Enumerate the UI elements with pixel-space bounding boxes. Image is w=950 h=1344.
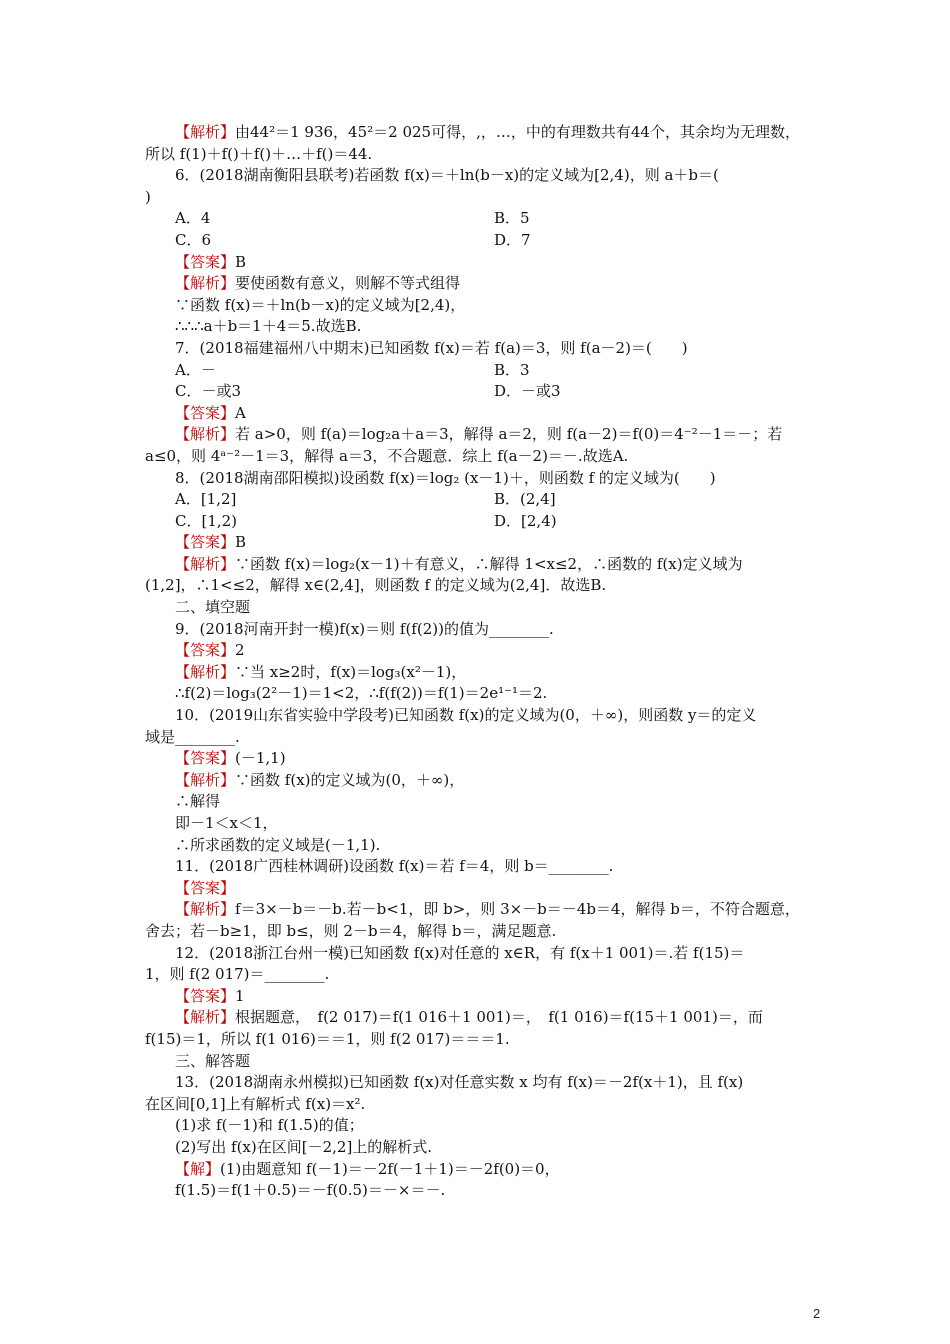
- answer-tag: 【答案】: [175, 986, 236, 1005]
- text-line: [145, 964, 813, 986]
- option-item: C．6: [175, 230, 212, 249]
- text-line: [145, 273, 813, 295]
- text-line: [145, 856, 813, 878]
- text-line: [145, 899, 813, 921]
- line-text: 在区间[0,1]上有解析式 f(x)＝x².: [145, 1094, 366, 1113]
- line-text: 二、填空题: [175, 598, 251, 617]
- text-line: [145, 705, 813, 727]
- line-text: 2: [235, 641, 245, 660]
- line-text: 11．(2018广西桂林调研)设函数 f(x)＝若 f＝4，则 b＝________.: [175, 857, 614, 876]
- analysis-tag: 【解析】: [175, 662, 236, 681]
- line-text: ∵函数 f(x)＝log₂(x－1)＋有意义，∴解得 1<x≤2，∴函数的 f(x)定义域为: [235, 554, 743, 573]
- line-text: (－1,1): [235, 749, 286, 768]
- line-text: a≤0，则 4ᵃ⁻²－1＝3，解得 a＝3，不合题意．综上 f(a－2)＝－.故选A.: [145, 446, 629, 465]
- line-text: 6．(2018湖南衡阳县联考)若函数 f(x)＝＋ln(b－x)的定义域为[2,4)，则 a＋b＝(: [175, 166, 719, 185]
- option-item: D．[2,4): [494, 511, 557, 530]
- analysis-tag: 【解析】: [175, 1008, 236, 1027]
- line-text: 7．(2018福建福州八中期末)已知函数 f(x)＝若 f(a)＝3，则 f(a－2)＝( ): [175, 338, 688, 357]
- text-line: [145, 662, 813, 684]
- option-item: B．5: [494, 209, 530, 228]
- analysis-tag: 【解析】: [175, 554, 236, 573]
- line-text: 13．(2018湖南永州模拟)已知函数 f(x)对任意实数 x 均有 f(x)＝－2f(x＋1)，且 f(x): [175, 1073, 744, 1092]
- line-text: (1,2]，∴1<≤2，解得 x∈(2,4]，则函数 f 的定义域为(2,4]．故选B.: [145, 576, 607, 595]
- line-text: ∵函数 f(x)的定义域为(0，＋∞)，: [235, 770, 465, 789]
- line-text: ∴解得: [175, 792, 221, 811]
- solution-tag: 【解】: [175, 1159, 221, 1178]
- text-line: [145, 532, 813, 554]
- line-text: 9．(2018河南开封一模)f(x)＝则 f(f(2))的值为________.: [175, 619, 554, 638]
- option-item: B．(2,4]: [494, 490, 556, 509]
- options-row: [145, 489, 813, 511]
- analysis-tag: 【解析】: [175, 274, 236, 293]
- text-line: [145, 1094, 813, 1116]
- text-line: [145, 921, 813, 943]
- text-line: [145, 1072, 813, 1094]
- line-text: 1，则 f(2 017)＝________.: [145, 965, 330, 984]
- page-number: 2: [813, 1306, 821, 1321]
- answer-tag: 【答案】: [175, 533, 236, 552]
- option-item: C．[1,2): [175, 511, 238, 530]
- line-text: ∴f(2)＝log₃(2²－1)＝1<2，∴f(f(2))＝f(1)＝2e¹⁻¹＝2.: [175, 684, 548, 703]
- text-line: [145, 770, 813, 792]
- text-line: [145, 727, 813, 749]
- option-item: D．7: [494, 230, 531, 249]
- line-text: 由44²＝1 936，45²＝2 025可得，,，…，中的有理数共有44个，其余均为无理数，: [235, 123, 800, 141]
- line-text: 所以 f(1)＋f()＋f()＋…＋f()＝44.: [145, 144, 373, 163]
- text-line: [145, 446, 813, 468]
- text-line: [145, 835, 813, 857]
- line-text: ∴所求函数的定义域是(－1,1).: [175, 835, 381, 854]
- line-text: 域是________.: [145, 727, 240, 746]
- text-line: [145, 1137, 813, 1159]
- line-text: (2)写出 f(x)在区间[－2,2]上的解析式.: [175, 1137, 433, 1156]
- line-text: ∵函数 f(x)＝＋ln(b－x)的定义域为[2,4)，: [175, 295, 466, 314]
- text-line: [145, 1159, 813, 1181]
- analysis-tag: 【解析】: [175, 425, 236, 444]
- text-line: [145, 597, 813, 619]
- line-text: 三、解答题: [175, 1051, 251, 1070]
- text-line: [145, 165, 813, 187]
- text-line: [145, 338, 813, 360]
- text-line: [145, 187, 813, 209]
- text-line: [145, 1180, 813, 1202]
- text-line: [145, 468, 813, 490]
- answer-tag: 【答案】: [175, 403, 236, 422]
- options-row: [145, 381, 813, 403]
- options-row: [145, 208, 813, 230]
- option-item: A．4: [175, 209, 211, 228]
- line-text: f(1.5)＝f(1＋0.5)＝－f(0.5)＝－×＝－.: [175, 1181, 446, 1200]
- answer-tag: 【答案】: [175, 252, 236, 271]
- text-line: [145, 619, 813, 641]
- line-text: A: [235, 403, 246, 422]
- line-text: 要使函数有意义，则解不等式组得: [235, 274, 461, 293]
- answer-tag: 【答案】: [175, 749, 236, 768]
- line-text: B: [235, 252, 247, 271]
- analysis-tag: 【解析】: [175, 123, 236, 141]
- line-text: 舍去；若－b≥1，即 b≤，则 2－b＝4，解得 b＝，满足题意.: [145, 921, 557, 940]
- text-line: [145, 640, 813, 662]
- line-text: 根据题意， f(2 017)＝f(1 016＋1 001)＝， f(1 016)＝f(15＋1 001)＝，而: [235, 1008, 763, 1027]
- analysis-tag: 【解析】: [175, 770, 236, 789]
- line-text: 12．(2018浙江台州一模)已知函数 f(x)对任意的 x∈R，有 f(x＋1 001)＝.若 f(15)＝: [175, 943, 745, 962]
- options-row: [145, 360, 813, 382]
- text-line: [145, 683, 813, 705]
- text-line: [145, 252, 813, 274]
- text-line: [145, 122, 813, 144]
- line-text: 1: [235, 986, 245, 1005]
- answer-tag: 【答案】: [175, 878, 236, 897]
- line-text: ∵当 x≥2时，f(x)＝log₃(x²－1)，: [235, 662, 467, 681]
- text-line: [145, 748, 813, 770]
- option-item: B．3: [494, 360, 530, 379]
- options-row: [145, 511, 813, 533]
- page-content: [145, 122, 813, 1202]
- text-line: [145, 878, 813, 900]
- line-text: B: [235, 533, 247, 552]
- option-item: A．－: [175, 360, 216, 379]
- text-line: [145, 1115, 813, 1137]
- text-line: [145, 316, 813, 338]
- line-text: (1)求 f(－1)和 f(1.5)的值；: [175, 1116, 364, 1135]
- text-line: [145, 986, 813, 1008]
- option-item: C．－或3: [175, 382, 242, 401]
- option-item: D．－或3: [494, 382, 561, 401]
- text-line: [145, 791, 813, 813]
- line-text: 10．(2019山东省实验中学段考)已知函数 f(x)的定义域为(0，＋∞)，则函数 y＝的定义: [175, 706, 757, 725]
- text-line: [145, 554, 813, 576]
- line-text: 8．(2018湖南邵阳模拟)设函数 f(x)＝log₂ (x－1)＋，则函数 f 的定义域为( ): [175, 468, 716, 487]
- text-line: [145, 1051, 813, 1073]
- text-line: [145, 295, 813, 317]
- text-line: [145, 424, 813, 446]
- option-item: A．[1,2]: [175, 490, 237, 509]
- text-line: [145, 575, 813, 597]
- line-text: f(15)＝1，所以 f(1 016)＝＝1，则 f(2 017)＝＝＝1.: [145, 1029, 510, 1048]
- line-text: 即－1＜x＜1，: [175, 814, 278, 832]
- line-text: (1)由题意知 f(－1)＝－2f(－1＋1)＝－2f(0)＝0，: [220, 1159, 560, 1178]
- text-line: [145, 403, 813, 425]
- line-text: 若 a>0，则 f(a)＝log₂a＋a＝3，解得 a＝2，则 f(a－2)＝f(0)＝4⁻²－1＝－；若: [235, 425, 783, 444]
- answer-tag: 【答案】: [175, 641, 236, 660]
- text-line: [145, 144, 813, 166]
- options-row: [145, 230, 813, 252]
- text-line: [145, 813, 813, 835]
- line-text: ): [145, 187, 151, 206]
- line-text: f＝3×－b＝－b.若－b<1，即 b>，则 3×－b＝－4b＝4，解得 b＝，不符合题意，: [235, 900, 800, 919]
- analysis-tag: 【解析】: [175, 900, 236, 919]
- text-line: [145, 943, 813, 965]
- text-line: [145, 1007, 813, 1029]
- text-line: [145, 1029, 813, 1051]
- line-text: ∴∴∴a＋b＝1＋4＝5.故选B.: [175, 317, 362, 336]
